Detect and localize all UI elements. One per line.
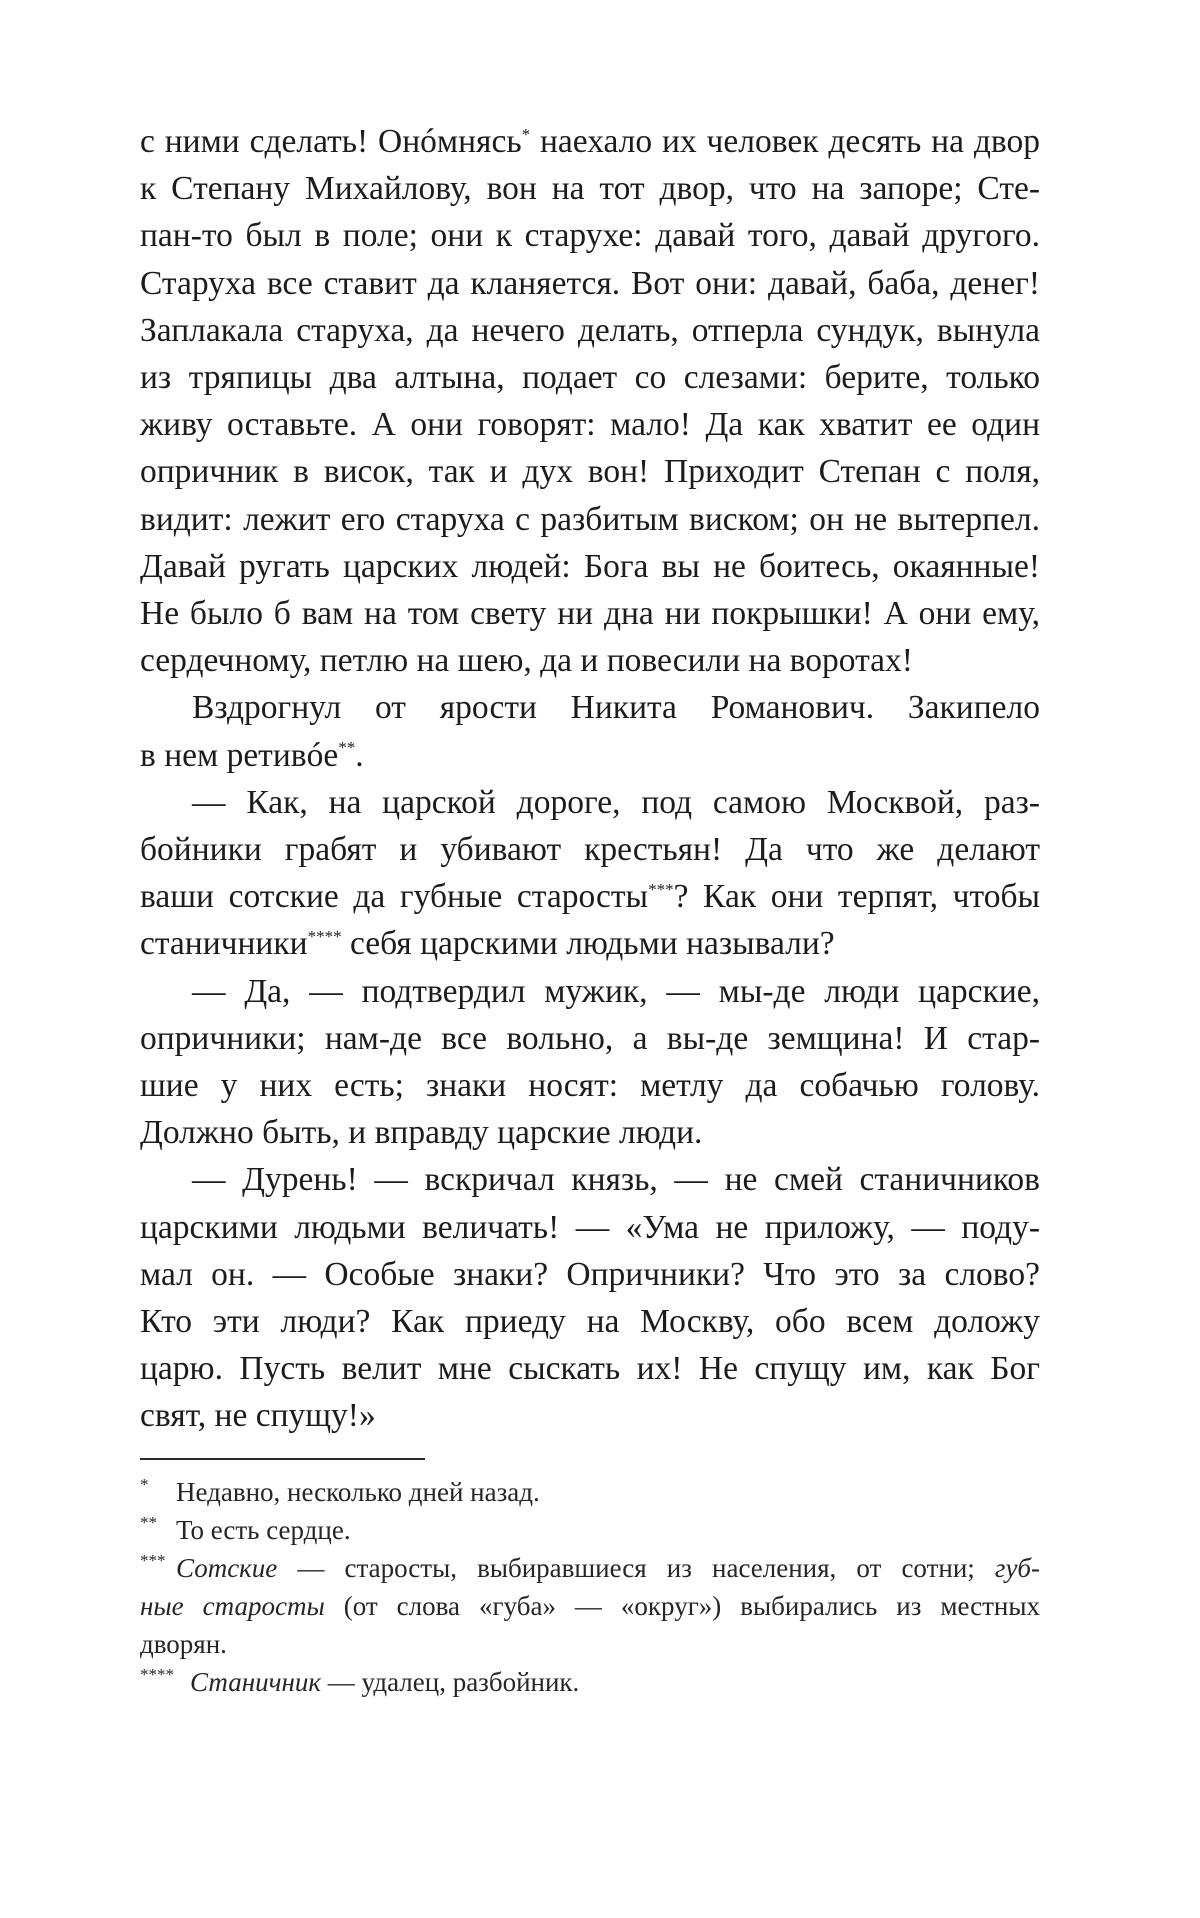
text-line: [140, 968, 1040, 1015]
text-line: [140, 354, 1040, 401]
text-line: [140, 1251, 1040, 1298]
footnote-3-term-gub-part1: губ-: [994, 1553, 1040, 1583]
text-line: [140, 165, 1040, 212]
footnote-3-text-3: дворян.: [140, 1629, 227, 1659]
text-line-continuation: наехало их человек десять на двор: [530, 123, 1040, 160]
footnote-reference: **: [338, 738, 356, 758]
text-line: [140, 1156, 1040, 1203]
text-line: [140, 118, 1040, 165]
text-line-content: ваши сотские да губные старосты: [140, 878, 649, 916]
footnote-reference: *: [521, 124, 531, 144]
footnote-reference: ***: [648, 880, 674, 900]
text-line-continuation: себя царскими людьми называли?: [341, 925, 835, 963]
text-line: [140, 1298, 1040, 1345]
footnote-4: [140, 1663, 1040, 1701]
footnote-reference: ****: [307, 927, 342, 947]
text-line-content: опричник в висок, так и дух вон! Приходит Степан с поля,: [140, 453, 1040, 491]
text-line: [140, 1062, 1040, 1109]
text-line: [140, 873, 1040, 920]
footnotes: [140, 1473, 1040, 1701]
text-line-content: Старуха все ставит да кланяется. Вот они: давай, баба, денег!: [140, 264, 1040, 302]
text-line-content: Кто эти люди? Как приеду на Москву, обо всем доложу: [140, 1303, 1040, 1341]
footnote-3-text-2: (от слова «губа» — «округ») выбирались из местных: [324, 1591, 1040, 1621]
text-line-content: Заплакала старуха, да нечего делать, отперла сундук, вынула: [140, 311, 1040, 349]
text-line-continuation: .: [355, 736, 364, 774]
text-line-content: царскими людьми величать! — «Ума не приложу, — поду-: [140, 1208, 1040, 1246]
text-line: [140, 1345, 1040, 1392]
text-line-content: сердечному, петлю на шею, да и повесили на воротах!: [140, 642, 913, 680]
footnote-3-text-1: — старосты, выбиравшиеся из населения, от сотни;: [277, 1553, 995, 1583]
text-line: [140, 1204, 1040, 1251]
footnote-4-marker: ****: [140, 1665, 174, 1684]
text-line: [140, 637, 1040, 684]
text-line-content: видит: лежит его старуха с разбитым виском; он не вытерпел.: [140, 500, 1040, 538]
book-page: [140, 118, 1040, 1697]
text-line-content: с ними сделать! Онóмнясь: [140, 123, 522, 160]
text-line: [140, 826, 1040, 873]
footnote-3-term-gub-part2: ные старосты: [140, 1591, 325, 1621]
text-line: [140, 1392, 1040, 1439]
text-line: [140, 1109, 1040, 1156]
text-line-content: — Дурень! — вскричал князь, — не смей станичников: [192, 1161, 1040, 1199]
footnote-3-line-1: [140, 1549, 1040, 1587]
text-line-content: станичники: [140, 925, 308, 963]
footnote-1-marker: *: [140, 1475, 149, 1494]
footnote-3-line-3: [140, 1625, 1040, 1663]
footnote-1-text: Недавно, несколько дней назад.: [176, 1477, 540, 1507]
text-line: [140, 920, 1040, 967]
text-line-content: опричники; нам-де все вольно, а вы-де земщина! И стар-: [140, 1019, 1040, 1057]
text-line-content: живу оставьте. А они говорят: мало! Да как хватит ее один: [140, 406, 1040, 444]
footnote-2-text: То есть сердце.: [176, 1515, 351, 1545]
footnote-3-marker: ***: [140, 1551, 166, 1570]
text-line: [140, 401, 1040, 448]
text-line-content: бойники грабят и убивают крестьян! Да что же делают: [140, 831, 1040, 869]
text-line-content: Давай ругать царских людей: Бога вы не боитесь, окаянные!: [140, 547, 1040, 585]
text-line-content: свят, не спущу!»: [140, 1397, 376, 1435]
text-line-content: — Да, — подтвердил мужик, — мы-де люди царские,: [192, 972, 1040, 1010]
text-line: [140, 590, 1040, 637]
text-line-content: из тряпицы два алтына, подает со слезами: берите, только: [140, 359, 1040, 397]
text-line-continuation: ? Как они терпят, чтобы: [673, 878, 1040, 916]
text-line-content: в нем ретивóе: [140, 736, 339, 774]
text-line: [140, 307, 1040, 354]
footnote-4-text: — удалец, разбойник.: [321, 1667, 580, 1697]
text-line: [140, 732, 1040, 779]
text-line-content: Должно быть, и вправду царские люди.: [140, 1114, 703, 1152]
footnote-2: [140, 1511, 1040, 1549]
text-line: [140, 1015, 1040, 1062]
text-line-content: к Степану Михайлову, вон на тот двор, что на запоре; Сте-: [140, 170, 1040, 208]
main-text: [140, 118, 1040, 1440]
text-line-content: шие у них есть; знаки носят: метлу да собачью голову.: [140, 1067, 1040, 1105]
footnote-1: [140, 1473, 1040, 1511]
text-line-content: Не было б вам на том свету ни дна ни покрышки! А они ему,: [140, 595, 1040, 633]
text-line: [140, 543, 1040, 590]
footnote-divider: [140, 1458, 425, 1460]
text-line: [140, 779, 1040, 826]
text-line-content: царю. Пусть велит мне сыскать их! Не спущу им, как Бог: [140, 1350, 1040, 1388]
text-line-content: — Как, на царской дороге, под самою Москвой, раз-: [192, 783, 1040, 821]
text-line: [140, 260, 1040, 307]
text-line-content: пан-то был в поле; они к старухе: давай того, давай другого.: [140, 217, 1040, 255]
footnote-4-term: Станичник: [190, 1667, 322, 1697]
text-line: [140, 496, 1040, 543]
footnote-2-marker: **: [140, 1513, 157, 1532]
text-line-content: мал он. — Особые знаки? Опричники? Что это за слово?: [140, 1255, 1040, 1293]
text-line: [140, 684, 1040, 731]
text-line-content: Вздрогнул от ярости Никита Романович. Закипело: [192, 689, 1040, 727]
text-line: [140, 448, 1040, 495]
text-line: [140, 212, 1040, 259]
footnote-3-line-2: [140, 1587, 1040, 1625]
footnote-3-term-sotskie: Сотские: [176, 1553, 278, 1583]
